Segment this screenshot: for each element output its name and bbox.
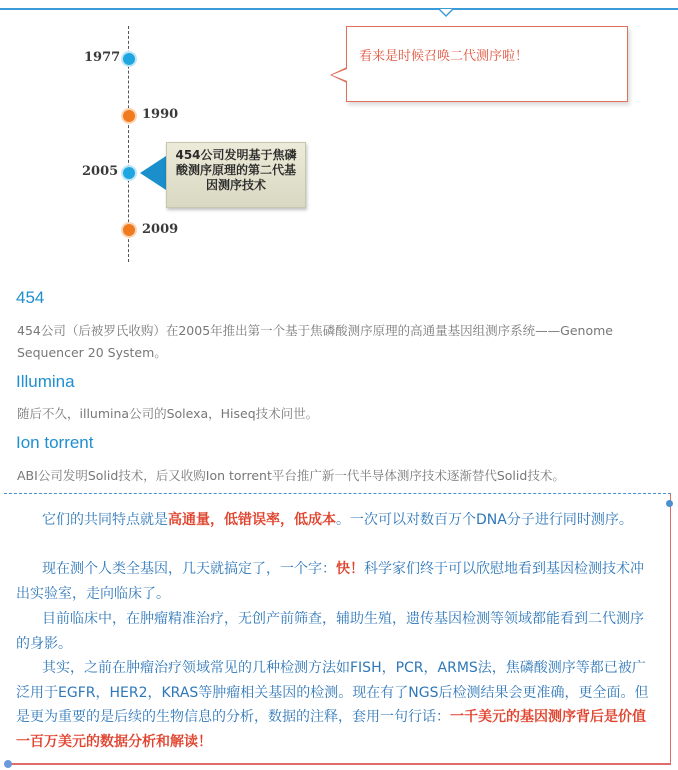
summary-paragraph-2 <box>16 557 656 606</box>
timeline-dot-1990 <box>123 110 135 122</box>
summary-bottom-border <box>8 763 670 765</box>
timeline-dot-2005 <box>123 167 135 179</box>
callout-tail-inner <box>332 69 347 81</box>
summary-p4-text: 其实，之前在肿瘤治疗领域常见的几种检测方法如FISH，PCR，ARMS法，焦磷酸测序等都已被广泛用于EGFR，HER2，KRAS等肿瘤相关基因的检测。现在有了NGS后检测结果会更准确，更全面。但是更为重要的是后续的生物信息的分析，数据的注释，套用一句行话： <box>16 660 649 725</box>
summary-p2-text-b: 科学家们终于可以欣慰地看到基因检测技术冲出实验室，走向临床了。 <box>16 561 644 602</box>
timeline-event-box: 454公司发明基于焦磷酸测序原理的第二代基因测序技术 <box>166 142 306 208</box>
summary-p3-text: 目前临床中，在肿瘤精准治疗，无创产前筛查，辅助生殖，遗传基因检测等领域都能看到二代测序的身影。 <box>16 611 644 652</box>
callout-text: 看来是时候召唤二代测序啦！ <box>359 49 529 64</box>
speech-callout <box>346 26 628 102</box>
section-desc-454: 454公司（后被罗氏收购）在2005年推出第一个基于焦磷酸测序原理的高通量基因组测序系统——Genome Sequencer 20 System。 <box>17 323 613 360</box>
summary-paragraph-1 <box>16 508 656 533</box>
top-divider <box>0 8 678 10</box>
divider-notch-inner <box>440 9 452 15</box>
timeline-dot-1977 <box>123 53 135 65</box>
summary-p1-text-b: 。一次可以对数百万个DNA分子进行同时测序。 <box>336 512 633 528</box>
timeline-year-1977: 1977 <box>84 50 121 65</box>
summary-p4-highlight: 一千美元的基因测序背后是价值一百万美元的数据分析和解读！ <box>16 709 646 750</box>
timeline-year-2009: 2009 <box>142 222 179 237</box>
section-desc-ion-torrent: ABI公司发明Solid技术，后又收购Ion torrent平台推广新一代半导体测序技术逐渐替代Solid技术。 <box>17 468 565 483</box>
section-desc-illumina: 随后不久，illumina公司的Solexa，Hiseq技术问世。 <box>17 406 319 421</box>
timeline-year-2005: 2005 <box>82 164 119 179</box>
summary-p1-text-a: 它们的共同特点就是 <box>42 512 168 528</box>
summary-p2-highlight: 快！ <box>336 561 364 577</box>
summary-paragraph-3 <box>16 607 656 656</box>
timeline-pointer-shape <box>140 156 166 190</box>
timeline-graphic <box>78 26 324 262</box>
summary-p1-highlight: 高通量，低错误率，低成本 <box>168 512 336 528</box>
summary-p2-text-a: 现在测个人类全基因，几天就搞定了，一个字： <box>42 561 336 577</box>
summary-corner-dot-bottom <box>4 760 12 768</box>
timeline-year-1990: 1990 <box>142 107 179 122</box>
summary-corner-dot <box>666 500 673 507</box>
section-title-ion-torrent: Ion torrent <box>16 433 94 452</box>
section-title-454: 454 <box>16 288 45 307</box>
timeline-dot-2009 <box>123 224 135 236</box>
summary-paragraph-4 <box>16 656 656 754</box>
section-title-illumina: Illumina <box>16 372 75 391</box>
